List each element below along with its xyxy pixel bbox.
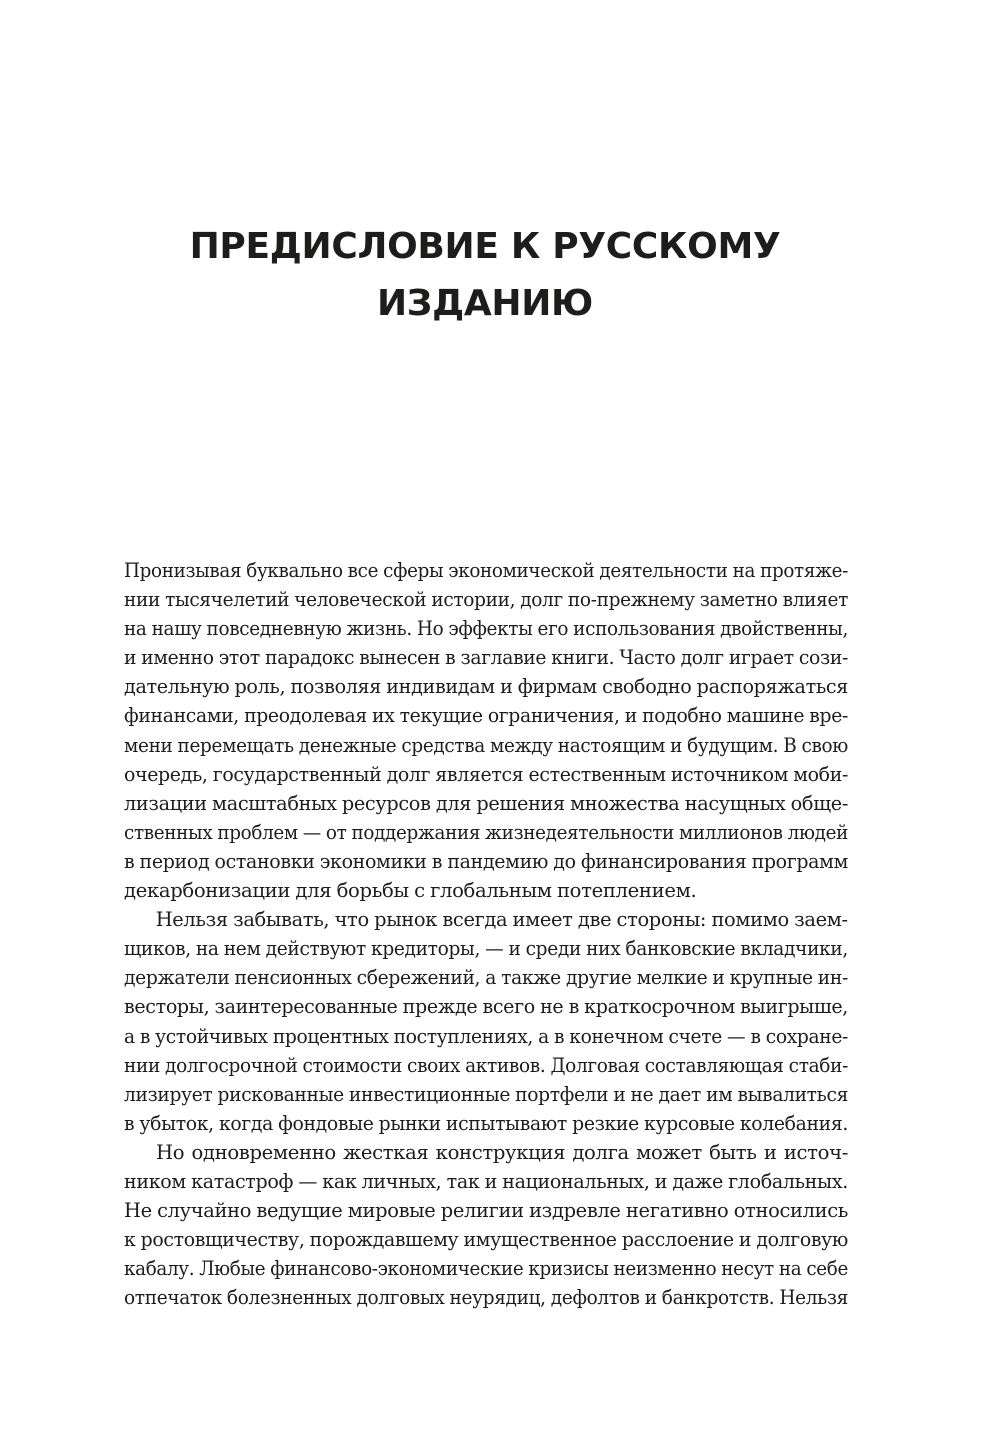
body-text xyxy=(124,556,848,1312)
text-line: в убыток, когда фондовые рынки испытывают резкие курсовые колебания. xyxy=(124,1111,848,1135)
text-line: финансами, преодолевая их текущие ограничения, и подобно машине вре- xyxy=(124,704,848,728)
text-line: к ростовщичеству, порождавшему имущественное расслоение и долговую xyxy=(124,1228,848,1252)
text-line: нии тысячелетий человеческой истории, долг по-прежнему заметно влияет xyxy=(124,588,848,612)
text-line: лизирует рискованные инвестиционные портфели и не дает им вывалиться xyxy=(124,1082,848,1106)
text-line: декарбонизации для борьбы с глобальным потеплением. xyxy=(124,879,697,903)
text-line: и именно этот парадокс вынесен в заглавие книги. Часто долг играет сози- xyxy=(124,646,848,670)
text-line: Но одновременно жесткая конструкция долга может быть и источ- xyxy=(156,1140,848,1164)
paragraph xyxy=(124,556,848,905)
text-line: ственных проблем — от поддержания жизнедеятельности миллионов людей xyxy=(124,820,848,844)
chapter-title xyxy=(0,218,970,332)
text-line: держатели пенсионных сбережений, а также другие мелкие и крупные ин- xyxy=(124,966,848,990)
text-line: кабалу. Любые финансово-экономические кризисы неизменно несут на себе xyxy=(124,1257,848,1281)
paragraph xyxy=(124,1138,848,1313)
text-line: на нашу повседневную жизнь. Но эффекты его использования двойственны, xyxy=(124,617,848,641)
text-line: в период остановки экономики в пандемию до финансирования программ xyxy=(124,849,848,873)
text-line: Нельзя забывать, что рынок всегда имеет две стороны: помимо заем- xyxy=(155,908,848,932)
chapter-title-line: ПРЕДИСЛОВИЕ К РУССКОМУ xyxy=(189,226,781,267)
paragraph xyxy=(124,905,848,1138)
text-line: нии долгосрочной стоимости своих активов. Долговая составляющая стаби- xyxy=(124,1053,848,1077)
chapter-title-line: ИЗДАНИЮ xyxy=(376,283,594,324)
text-line: мени перемещать денежные средства между настоящим и будущим. В свою xyxy=(124,733,848,757)
text-line: Пронизывая буквально все сферы экономической деятельности на протяже- xyxy=(124,559,848,582)
text-line: весторы, заинтересованные прежде всего не в краткосрочном выигрыше, xyxy=(124,995,848,1019)
text-line: лизации масштабных ресурсов для решения множества насущных обще- xyxy=(124,791,848,815)
text-line: дательную роль, позволяя индивидам и фирмам свободно распоряжаться xyxy=(124,675,848,699)
text-line: а в устойчивых процентных поступлениях, а в конечном счете — в сохране- xyxy=(124,1024,848,1048)
text-line: Не случайно ведущие мировые религии издревле негативно относились xyxy=(124,1199,848,1223)
text-line: ником катастроф — как личных, так и национальных, и даже глобальных. xyxy=(124,1169,848,1193)
text-line: щиков, на нем действуют кредиторы, — и среди них банковские вкладчики, xyxy=(124,937,848,961)
text-line: отпечаток болезненных долговых неурядиц, дефолтов и банкротств. Нельзя xyxy=(124,1286,848,1310)
text-line: очередь, государственный долг является естественным источником моби- xyxy=(124,762,848,786)
